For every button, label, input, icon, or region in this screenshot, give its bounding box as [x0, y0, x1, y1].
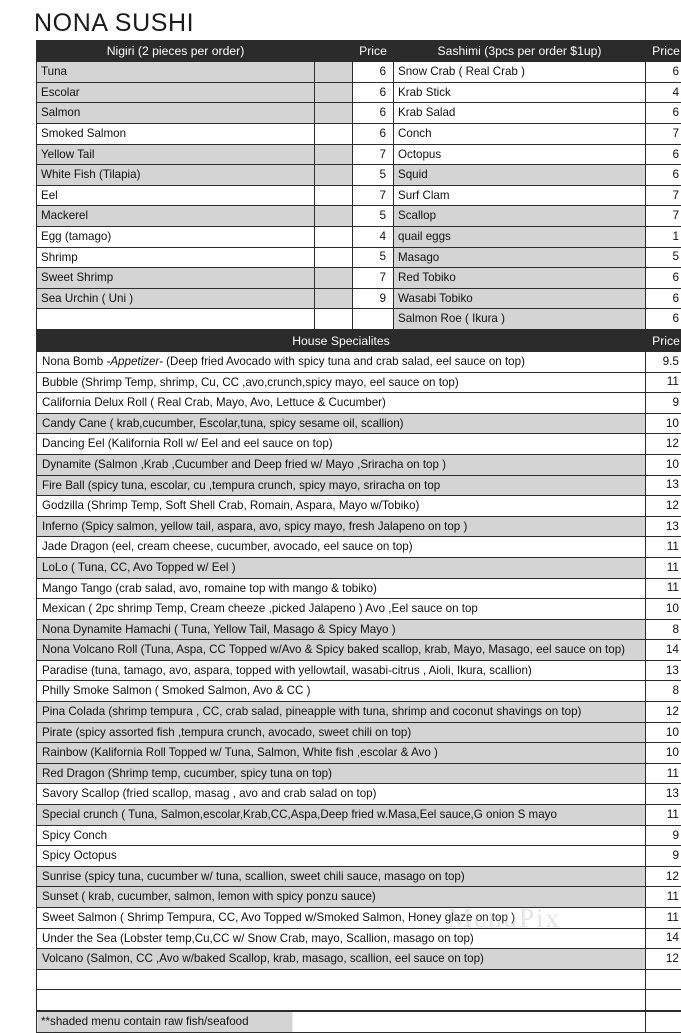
house-specialties-body — [37, 330, 681, 1010]
table-row — [37, 144, 681, 165]
table-row — [37, 413, 681, 434]
sashimi-item-price: 7 — [646, 185, 681, 206]
table-row — [37, 288, 681, 309]
specialty-item-price: 9 — [646, 825, 681, 846]
table-row — [37, 928, 681, 949]
specialty-item-price: 11 — [646, 887, 681, 908]
sashimi-item-name: Octopus — [394, 144, 646, 165]
table-header-row — [37, 41, 681, 62]
house-specialties-section — [4, 330, 677, 1011]
nigiri-item-price: 7 — [353, 185, 394, 206]
specialty-item-name: Mexican ( 2pc shrimp Temp, Cream cheeze ,picked Jalapeno ) Avo ,Eel sauce on top — [37, 599, 646, 620]
nigiri-item-price — [353, 309, 394, 330]
specialty-item-name: Nona Volcano Roll (Tuna, Aspa, CC Topped w/Avo & Spicy baked scallop, krab, Mayo, Masago, eel sauce on top) — [37, 640, 646, 661]
table-row — [37, 351, 681, 372]
table-row — [37, 949, 681, 970]
page-title: NONA SUSHI — [4, 4, 677, 40]
specialty-item-price: 11 — [646, 537, 681, 558]
table-row — [37, 784, 681, 805]
nigiri-spacer-cell — [315, 82, 353, 103]
table-row — [37, 805, 681, 826]
nigiri-sashimi-table — [36, 40, 681, 330]
specialty-item-price: 9 — [646, 846, 681, 867]
sashimi-item-price: 6 — [646, 62, 681, 83]
specialty-item-price: 12 — [646, 496, 681, 517]
nigiri-item-price: 7 — [353, 268, 394, 289]
table-row — [37, 165, 681, 186]
specialty-item-price: 12 — [646, 434, 681, 455]
table-row — [37, 722, 681, 743]
sashimi-item-price: 6 — [646, 268, 681, 289]
sashimi-item-name: Surf Clam — [394, 185, 646, 206]
specialty-item-name: Paradise (tuna, tamago, avo, aspara, topped with yellowtail, wasabi-citrus , Aioli, Ikura, scallion) — [37, 660, 646, 681]
nigiri-spacer-cell — [315, 62, 353, 83]
footer-note-price-cell — [646, 1011, 681, 1032]
specialties-header-row — [37, 330, 681, 351]
specialty-item-price: 10 — [646, 599, 681, 620]
table-row — [37, 681, 681, 702]
nigiri-spacer-cell — [315, 103, 353, 124]
nigiri-sashimi-section — [4, 40, 677, 330]
table-row — [37, 475, 681, 496]
nigiri-item-price: 6 — [353, 62, 394, 83]
table-row — [37, 599, 681, 620]
specialty-item-name: Bubble (Shrimp Temp, shrimp, Cu, CC ,avo,crunch,spicy mayo, eel sauce on top) — [37, 372, 646, 393]
nigiri-spacer-cell — [315, 309, 353, 330]
specialty-item-price: 10 — [646, 413, 681, 434]
footer-note-table — [36, 1011, 681, 1033]
specialty-item-price — [646, 990, 681, 1011]
sashimi-item-name: Krab Salad — [394, 103, 646, 124]
table-row — [37, 557, 681, 578]
nigiri-item-price: 6 — [353, 82, 394, 103]
specialty-item-price: 12 — [646, 866, 681, 887]
nigiri-item-price: 4 — [353, 227, 394, 248]
specialty-item-price: 12 — [646, 949, 681, 970]
sashimi-item-name: Conch — [394, 124, 646, 145]
sashimi-item-price: 6 — [646, 309, 681, 330]
nigiri-spacer-cell — [315, 144, 353, 165]
nigiri-spacer-cell — [315, 206, 353, 227]
table-row — [37, 372, 681, 393]
nigiri-item-name: Tuna — [37, 62, 315, 83]
specialty-item-name: Godzilla (Shrimp Temp, Soft Shell Crab, Romain, Aspara, Mayo w/Tobiko) — [37, 496, 646, 517]
nigiri-item-name — [37, 309, 315, 330]
nigiri-item-name: Shrimp — [37, 247, 315, 268]
specialty-item-name: Under the Sea (Lobster temp,Cu,CC w/ Snow Crab, mayo, Scallion, masago on top) — [37, 928, 646, 949]
specialty-item-price: 9 — [646, 393, 681, 414]
specialty-item-name: Savory Scallop (fried scallop, masag , avo and crab salad on top) — [37, 784, 646, 805]
table-row — [37, 393, 681, 414]
table-row — [37, 887, 681, 908]
table-row — [37, 516, 681, 537]
table-row — [37, 846, 681, 867]
table-row — [37, 434, 681, 455]
nigiri-item-name: White Fish (Tilapia) — [37, 165, 315, 186]
nigiri-spacer-cell — [315, 165, 353, 186]
sashimi-item-name: Snow Crab ( Real Crab ) — [394, 62, 646, 83]
sashimi-item-name: Wasabi Tobiko — [394, 288, 646, 309]
specialty-item-price: 8 — [646, 619, 681, 640]
table-row — [37, 969, 681, 990]
specialty-item-name: California Delux Roll ( Real Crab, Mayo, Avo, Lettuce & Cucumber) — [37, 393, 646, 414]
specialty-item-price: 11 — [646, 805, 681, 826]
nigiri-item-price: 5 — [353, 165, 394, 186]
sashimi-item-price: 6 — [646, 288, 681, 309]
nigiri-sashimi-body — [37, 41, 681, 330]
specialty-item-name: Dynamite (Salmon ,Krab ,Cucumber and Deep fried w/ Mayo ,Sriracha on top ) — [37, 454, 646, 475]
table-row — [37, 268, 681, 289]
specialty-item-name: Dancing Eel (Kalifornia Roll w/ Eel and eel sauce on top) — [37, 434, 646, 455]
specialty-item-name: Nona Dynamite Hamachi ( Tuna, Yellow Tail, Masago & Spicy Mayo ) — [37, 619, 646, 640]
sashimi-item-name: Krab Stick — [394, 82, 646, 103]
table-row — [37, 247, 681, 268]
table-row — [37, 640, 681, 661]
specialty-item-price: 11 — [646, 763, 681, 784]
nigiri-item-price: 7 — [353, 144, 394, 165]
sashimi-item-price: 7 — [646, 124, 681, 145]
sashimi-item-name: quail eggs — [394, 227, 646, 248]
table-row — [37, 825, 681, 846]
specialty-item-name: Spicy Conch — [37, 825, 646, 846]
specialty-item-name: Red Dragon (Shrimp temp, cucumber, spicy tuna on top) — [37, 763, 646, 784]
specialty-item-name: Spicy Octopus — [37, 846, 646, 867]
house-specialties-table — [36, 330, 681, 1011]
sashimi-header: Sashimi (3pcs per order $1up) — [394, 41, 646, 62]
table-row — [37, 309, 681, 330]
nigiri-price-header: Price — [353, 41, 394, 62]
specialty-item-name: Special crunch ( Tuna, Salmon,escolar,Krab,CC,Aspa,Deep fried w.Masa,Eel sauce,G onion S mayo — [37, 805, 646, 826]
specialty-item-price: 14 — [646, 640, 681, 661]
sashimi-item-price: 5 — [646, 247, 681, 268]
specialty-item-name: LoLo ( Tuna, CC, Avo Topped w/ Eel ) — [37, 557, 646, 578]
specialty-item-price: 14 — [646, 928, 681, 949]
nigiri-header: Nigiri (2 pieces per order) — [37, 41, 315, 62]
specialty-item-price: 8 — [646, 681, 681, 702]
table-row — [37, 82, 681, 103]
sashimi-item-price: 6 — [646, 144, 681, 165]
specialty-item-price: 13 — [646, 475, 681, 496]
footer-note-row — [37, 1011, 681, 1032]
specialty-item-price: 11 — [646, 372, 681, 393]
nigiri-item-name: Escolar — [37, 82, 315, 103]
specialty-item-name: Sunrise (spicy tuna, cucumber w/ tuna, scallion, sweet chili sauce, masago on top) — [37, 866, 646, 887]
table-row — [37, 537, 681, 558]
nigiri-item-name: Eel — [37, 185, 315, 206]
sashimi-item-name: Scallop — [394, 206, 646, 227]
table-row — [37, 578, 681, 599]
table-row — [37, 227, 681, 248]
specialty-item-name — [37, 969, 646, 990]
nigiri-item-name: Salmon — [37, 103, 315, 124]
specialty-item-name: Inferno (Spicy salmon, yellow tail, aspara, avo, spicy mayo, fresh Jalapeno on top ) — [37, 516, 646, 537]
specialty-item-name: Pirate (spicy assorted fish ,tempura crunch, avocado, sweet chili on top) — [37, 722, 646, 743]
sashimi-item-name: Squid — [394, 165, 646, 186]
specialty-item-price: 11 — [646, 557, 681, 578]
specialty-item-price: 10 — [646, 454, 681, 475]
specialty-item-name: Sunset ( krab, cucumber, salmon, lemon with spicy ponzu sauce) — [37, 887, 646, 908]
nigiri-item-name: Mackerel — [37, 206, 315, 227]
nigiri-item-price: 6 — [353, 124, 394, 145]
specialty-item-price: 10 — [646, 743, 681, 764]
table-row — [37, 124, 681, 145]
nigiri-item-price: 9 — [353, 288, 394, 309]
specialty-item-price: 11 — [646, 908, 681, 929]
header-spacer — [315, 41, 353, 62]
appetizer-tag: -Appetizer- — [106, 355, 163, 368]
specialty-item-price: 9.5 — [646, 351, 681, 372]
table-row — [37, 206, 681, 227]
sashimi-item-price: 6 — [646, 103, 681, 124]
specialty-item-name — [37, 990, 646, 1011]
specialty-item-name: Fire Ball (spicy tuna, escolar, cu ,tempura crunch, spicy mayo, sriracha on top — [37, 475, 646, 496]
specialty-item-name: Nona Bomb -Appetizer- (Deep fried Avocado with spicy tuna and crab salad, eel sauce on top) — [37, 351, 646, 372]
specialty-item-name: Pina Colada (shrimp tempura , CC, crab salad, pineapple with tuna, shrimp and coconut shavings on top) — [37, 702, 646, 723]
sashimi-item-name: Masago — [394, 247, 646, 268]
nigiri-item-price: 5 — [353, 206, 394, 227]
nigiri-spacer-cell — [315, 227, 353, 248]
sashimi-item-price: 1 — [646, 227, 681, 248]
nigiri-item-name: Egg (tamago) — [37, 227, 315, 248]
nigiri-item-name: Sea Urchin ( Uni ) — [37, 288, 315, 309]
table-row — [37, 496, 681, 517]
table-row — [37, 62, 681, 83]
table-row — [37, 743, 681, 764]
table-row — [37, 619, 681, 640]
nigiri-item-name: Yellow Tail — [37, 144, 315, 165]
table-row — [37, 908, 681, 929]
table-row — [37, 702, 681, 723]
footer-note-section — [4, 1011, 677, 1033]
specialty-item-name: Sweet Salmon ( Shrimp Tempura, CC, Avo Topped w/Smoked Salmon, Honey glaze on top ) — [37, 908, 646, 929]
specialty-item-price: 13 — [646, 660, 681, 681]
nigiri-item-name: Sweet Shrimp — [37, 268, 315, 289]
nigiri-item-name: Smoked Salmon — [37, 124, 315, 145]
table-row — [37, 763, 681, 784]
sashimi-price-header: Price — [646, 41, 681, 62]
specialty-item-price: 12 — [646, 702, 681, 723]
table-row — [37, 185, 681, 206]
specialty-item-price: 10 — [646, 722, 681, 743]
nigiri-spacer-cell — [315, 247, 353, 268]
specialty-item-name: Jade Dragon (eel, cream cheese, cucumber, avocado, eel sauce on top) — [37, 537, 646, 558]
table-row — [37, 103, 681, 124]
nigiri-spacer-cell — [315, 268, 353, 289]
nigiri-spacer-cell — [315, 124, 353, 145]
footer-note: **shaded menu contain raw fish/seafood — [37, 1011, 646, 1032]
specialty-item-name: Rainbow (Kalifornia Roll Topped w/ Tuna, Salmon, White fish ,escolar & Avo ) — [37, 743, 646, 764]
specialty-item-name: Philly Smoke Salmon ( Smoked Salmon, Avo & CC ) — [37, 681, 646, 702]
table-row — [37, 990, 681, 1011]
nigiri-spacer-cell — [315, 288, 353, 309]
specialty-item-name: Mango Tango (crab salad, avo, romaine top with mango & tobiko) — [37, 578, 646, 599]
specialty-item-name: Volcano (Salmon, CC ,Avo w/baked Scallop, krab, masago, scallion, eel sauce on top) — [37, 949, 646, 970]
sashimi-item-name: Red Tobiko — [394, 268, 646, 289]
specialty-item-price: 13 — [646, 516, 681, 537]
specialty-item-price — [646, 969, 681, 990]
table-row — [37, 454, 681, 475]
nigiri-item-price: 5 — [353, 247, 394, 268]
watermark: MenuPix — [448, 903, 561, 934]
nigiri-item-price: 6 — [353, 103, 394, 124]
sashimi-item-price: 7 — [646, 206, 681, 227]
specialty-item-name: Candy Cane ( krab,cucumber, Escolar,tuna, spicy sesame oil, scallion) — [37, 413, 646, 434]
specialty-item-price: 13 — [646, 784, 681, 805]
sashimi-item-price: 6 — [646, 165, 681, 186]
sashimi-item-name: Salmon Roe ( Ikura ) — [394, 309, 646, 330]
sashimi-item-price: 4 — [646, 82, 681, 103]
specialties-price-header: Price — [646, 330, 681, 351]
table-row — [37, 866, 681, 887]
nigiri-spacer-cell — [315, 185, 353, 206]
table-row — [37, 660, 681, 681]
specialties-header: House Specialites — [37, 330, 646, 351]
specialty-item-price: 11 — [646, 578, 681, 599]
